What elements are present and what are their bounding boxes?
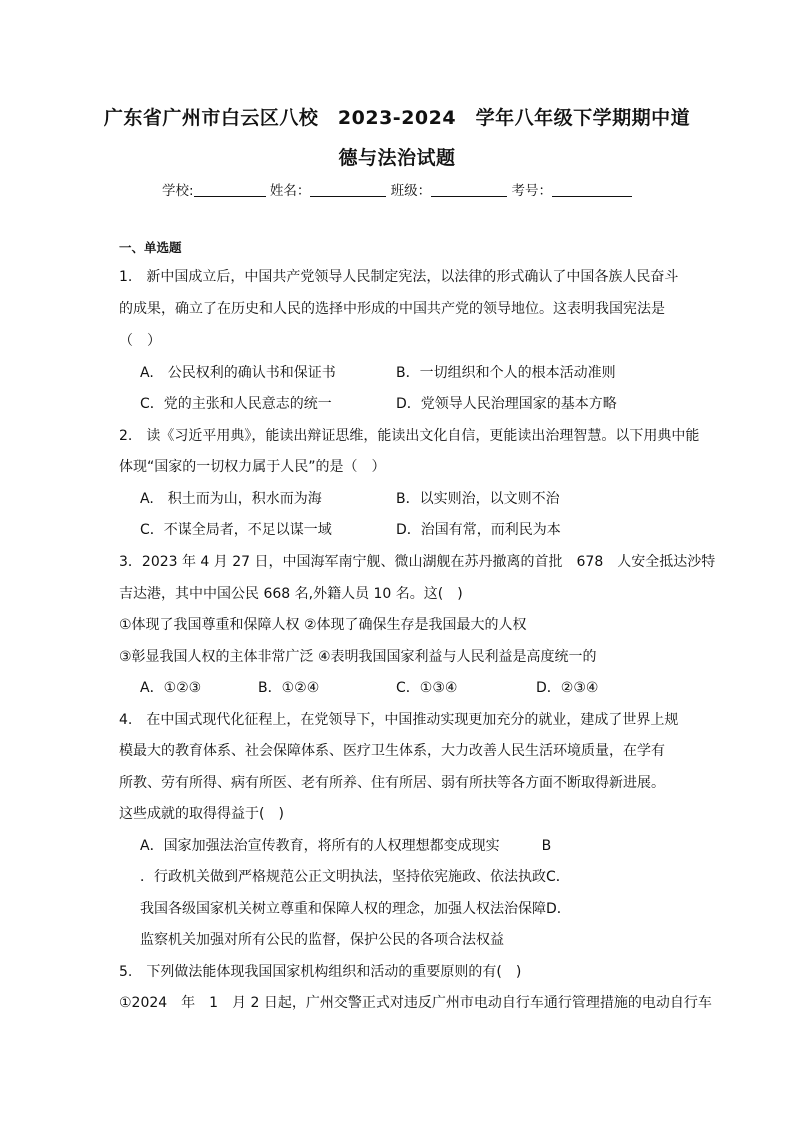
q3-option-d: D．②③④ — [536, 680, 599, 696]
q1-stem-line3: （ ） — [119, 333, 161, 349]
q3-option-c: C．①③④ — [396, 680, 458, 696]
q3-option-a: A．①②③ — [140, 680, 202, 696]
class-label: 班级： — [390, 183, 432, 199]
q1-stem-line1: 1. 新中国成立后，中国共产党领导人民制定宪法，以法律的形式确认了中国各族人民奋斗 — [119, 269, 679, 285]
section-heading: 一、单选题 — [119, 240, 182, 255]
q1-stem-line2: 的成果，确立了在历史和人民的选择中形成的中国共产党的领导地位。这表明我国宪法是 — [119, 301, 665, 317]
q2-stem-line2: 体现“国家的一切权力属于人民”的是（ ） — [119, 459, 386, 475]
q3-statement-1-2: ①体现了我国尊重和保障人权 ②体现了确保生存是我国最大的人权 — [119, 617, 527, 633]
q4-stem-line2: 模最大的教育体系、社会保障体系、医疗卫生体系，大力改善人民生活环境质量，在学有 — [119, 743, 665, 759]
q1-option-d: D．党领导人民治理国家的基本方略 — [396, 396, 617, 412]
exam-title-line2: 德与法治试题 — [338, 147, 456, 169]
exam-title-line1: 广东省广州市白云区八校 2023-2024 学年八年级下学期期中道 — [103, 107, 691, 129]
q4-option-a: A．国家加强法治宣传教育，将所有的人权理想都变成现实 B — [140, 838, 552, 854]
q2-stem-line1: 2. 读《习近平用典》，能读出辩证思维，能读出文化自信，更能读出治理智慧。以下用典中能 — [119, 428, 700, 444]
q4-stem-line1: 4. 在中国式现代化征程上，在党领导下，中国推动实现更加充分的就业，建成了世界上规 — [119, 712, 679, 728]
q5-statement-1: ①2024 年 1 月 2 日起，广州交警正式对违反广州市电动自行车通行管理措施的电动自行车 — [119, 995, 712, 1011]
q3-stem-line1: 3．2023 年 4 月 27 日，中国海军南宁舰、微山湖舰在苏丹撤离的首批 678 人安全抵达沙特 — [119, 554, 716, 570]
q2-option-a: A. 积土而为山，积水而为海 — [140, 491, 322, 507]
q2-option-d: D．治国有常，而利民为本 — [396, 522, 561, 538]
q4-stem-line4: 这些成就的取得得益于( ) — [119, 806, 284, 822]
q2-option-c: C．不谋全局者，不足以谋一域 — [140, 522, 332, 538]
q1-option-b: B．一切组织和个人的根本活动准则 — [396, 365, 616, 381]
q5-stem-line1: 5. 下列做法能体现我国国家机构组织和活动的重要原则的有( ) — [119, 964, 522, 980]
q4-stem-line3: 所教、劳有所得、病有所医、老有所养、住有所居、弱有所扶等各方面不断取得新进展。 — [119, 775, 665, 791]
name-blank[interactable] — [310, 182, 386, 197]
school-label: 学校: — [162, 183, 194, 199]
name-label: 姓名： — [269, 183, 311, 199]
exam-no-blank[interactable] — [552, 182, 632, 197]
q1-option-c: C．党的主张和人民意志的统一 — [140, 396, 332, 412]
student-info-row — [0, 179, 794, 199]
q3-option-b: B．①②④ — [258, 680, 320, 696]
q3-statement-3-4: ③彰显我国人权的主体非常广泛 ④表明我国国家利益与人民利益是高度统一的 — [119, 649, 597, 665]
school-blank[interactable] — [194, 182, 266, 197]
exam-no-label: 考号： — [511, 183, 552, 199]
q1-option-a: A. 公民权利的确认书和保证书 — [140, 365, 336, 381]
q4-option-b: ．行政机关做到严格规范公正文明执法，坚持依宪施政、依法执政C． — [140, 869, 570, 885]
q3-stem-line2: 吉达港，其中中国公民 668 名,外籍人员 10 名。这( ) — [119, 586, 463, 602]
q4-option-d: 监察机关加强对所有公民的监督，保护公民的各项合法权益 — [140, 932, 504, 948]
q4-option-c: 我国各级国家机关树立尊重和保障人权的理念，加强人权法治保障D． — [140, 901, 571, 917]
q2-option-b: B．以实则治，以文则不治 — [396, 491, 560, 507]
class-blank[interactable] — [431, 182, 507, 197]
